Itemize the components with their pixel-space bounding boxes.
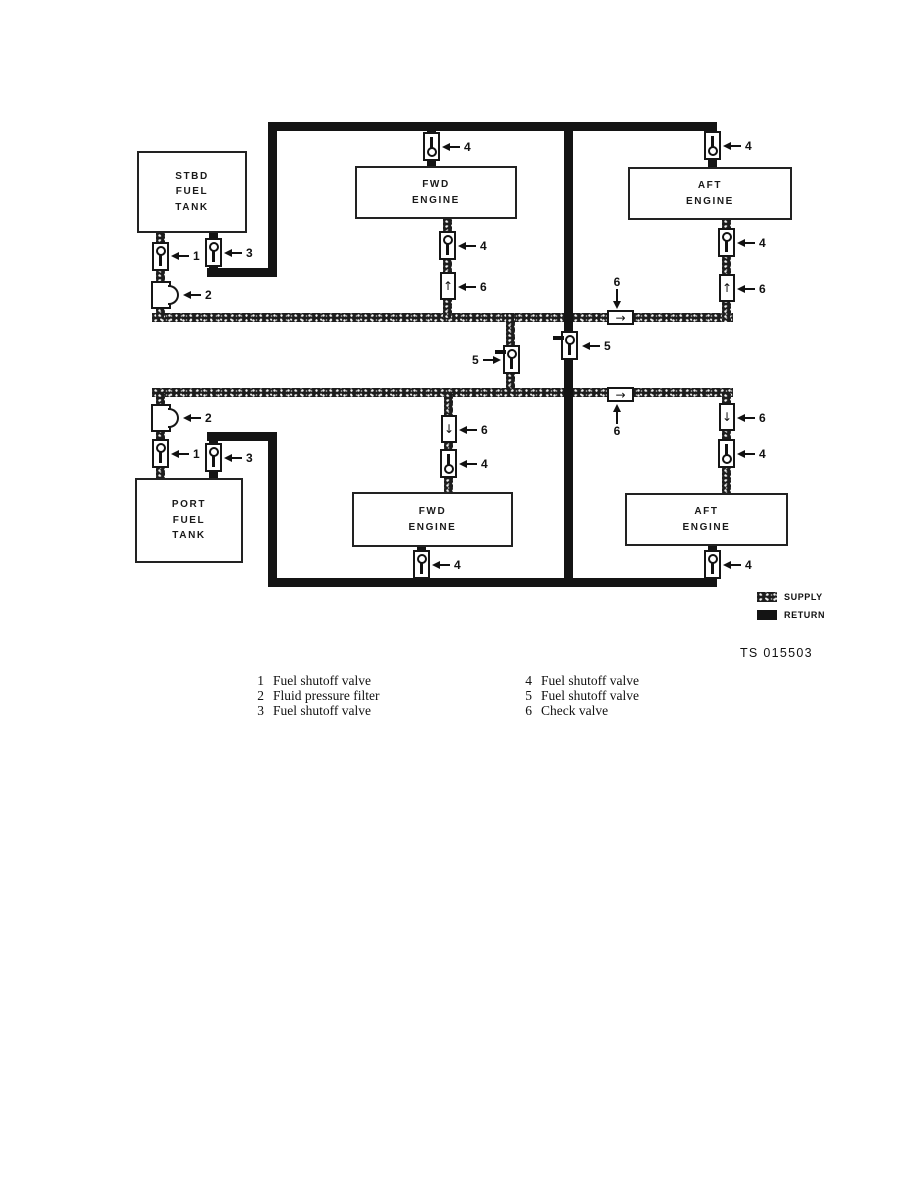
parts-list-item: 4 Fuel shutoff valve (525, 673, 639, 688)
stbd-fuel-tank (137, 151, 247, 233)
callout-6-supply-bottom-inline: 6 (613, 404, 621, 438)
shutoff-valve-4-aft-top-return (704, 131, 721, 160)
shutoff-valve-3-port (205, 443, 222, 472)
shutoff-valve-4-aft-bottom-supply (718, 439, 735, 468)
parts-list-item: 6 Check valve (525, 703, 609, 719)
callout-1-port: 1 (171, 447, 200, 461)
callout-4-aft-top-return: 4 (723, 139, 752, 153)
legend-return-label: RETURN (784, 610, 826, 620)
port-fuel-tank (135, 478, 243, 563)
legend-return (757, 610, 825, 620)
callout-6-aft-bottom: 6 (737, 411, 766, 425)
callout-3-stbd: 3 (224, 246, 253, 260)
parts-list-right (522, 673, 639, 719)
callout-6-supply-top-inline: 6 (613, 275, 621, 309)
parts-list-item: 3 Fuel shutoff valve (257, 703, 371, 719)
callout-4-aft-top-supply: 4 (737, 236, 766, 250)
arrow-down-icon: ↓ (721, 410, 733, 424)
callout-4-fwd-top-supply: 4 (458, 239, 487, 253)
return-line-bottom (268, 578, 717, 587)
stbd-fuel-tank-label: STBD FUEL TANK (175, 170, 209, 213)
legend-supply-label: SUPPLY (784, 592, 823, 602)
check-valve-6-aft-bottom (719, 403, 735, 431)
fwd-engine-bottom-label: FWD ENGINE (408, 506, 457, 533)
callout-5-return-crossover: 5 (582, 339, 611, 353)
shutoff-valve-1-port (152, 439, 169, 468)
legend-supply (757, 592, 823, 602)
callout-4-aft-bottom-supply: 4 (737, 447, 766, 461)
callout-4-fwd-bottom-return: 4 (432, 558, 461, 572)
shutoff-valve-4-aft-bottom-return (704, 550, 721, 579)
supply-swatch-icon (757, 592, 777, 602)
callout-6-aft-top: 6 (737, 282, 766, 296)
filter-bowl-icon (168, 408, 179, 428)
fwd-engine-bottom (352, 492, 513, 547)
return-line-top-left-vertical (268, 122, 277, 272)
check-valve-6-fwd-bottom (441, 415, 457, 443)
shutoff-valve-5-supply-crossover (503, 345, 520, 374)
callout-2-port: 2 (183, 411, 212, 425)
port-fuel-tank-label: PORT FUEL TANK (171, 499, 207, 542)
aft-engine-bottom-label: AFT ENGINE (682, 506, 731, 533)
callout-6-fwd-top: 6 (458, 280, 487, 294)
supply-line-fwd-engine-bottom-drop (444, 393, 453, 494)
parts-list-item: 1 Fuel shutoff valve (257, 673, 371, 688)
check-valve-6-supply-bottom-inline (607, 387, 634, 402)
aft-engine-top-label: AFT ENGINE (686, 180, 734, 207)
callout-2-stbd: 2 (183, 288, 212, 302)
aft-engine-top (628, 167, 792, 220)
supply-line-bottom (152, 388, 733, 397)
valve-handle-icon (708, 146, 718, 156)
shutoff-valve-3-stbd (205, 238, 222, 267)
arrow-right-icon: → (615, 387, 626, 402)
return-line-bottom-left-vertical (268, 437, 277, 587)
shutoff-valve-4-fwd-top-supply (439, 231, 456, 260)
fwd-engine-top-label: FWD ENGINE (412, 179, 460, 206)
check-valve-6-aft-top (719, 274, 735, 302)
shutoff-valve-1-stbd (152, 242, 169, 271)
parts-list-item: 5 Fuel shutoff valve (525, 688, 639, 704)
shutoff-valve-4-fwd-top-return (423, 132, 440, 161)
valve-handle-icon (722, 454, 732, 464)
return-swatch-icon (757, 610, 777, 620)
callout-4-fwd-top-return: 4 (442, 140, 471, 154)
callout-4-aft-bottom-return: 4 (723, 558, 752, 572)
shutoff-valve-4-fwd-bottom-return (413, 550, 430, 579)
pressure-filter-2-stbd (151, 281, 171, 309)
arrow-up-icon: ↑ (442, 279, 454, 293)
shutoff-valve-4-fwd-bottom-supply (440, 449, 457, 478)
parts-list-left (254, 673, 379, 719)
parts-list-item: 2 Fluid pressure filter (257, 688, 380, 704)
callout-3-port: 3 (224, 451, 253, 465)
pressure-filter-2-port (151, 404, 171, 432)
callout-4-fwd-bottom-supply: 4 (459, 457, 488, 471)
callout-5-supply-crossover: 5 (472, 353, 501, 367)
callout-1-stbd: 1 (171, 249, 200, 263)
check-valve-6-fwd-top (440, 272, 456, 300)
valve-handle-icon (427, 147, 437, 157)
fwd-engine-top (355, 166, 517, 219)
filter-bowl-icon (168, 285, 179, 305)
check-valve-6-supply-top-inline (607, 310, 634, 325)
arrow-right-icon: → (615, 310, 626, 325)
aft-engine-bottom (625, 493, 788, 546)
figure-number: TS 015503 (740, 646, 813, 660)
shutoff-valve-4-aft-top-supply (718, 228, 735, 257)
return-line-top (268, 122, 717, 131)
shutoff-valve-5-return-crossover (561, 331, 578, 360)
callout-6-fwd-bottom: 6 (459, 423, 488, 437)
valve-lever-icon (553, 336, 564, 340)
valve-handle-icon (444, 464, 454, 474)
arrow-up-icon: ↑ (721, 281, 733, 295)
arrow-down-icon: ↓ (443, 422, 455, 436)
